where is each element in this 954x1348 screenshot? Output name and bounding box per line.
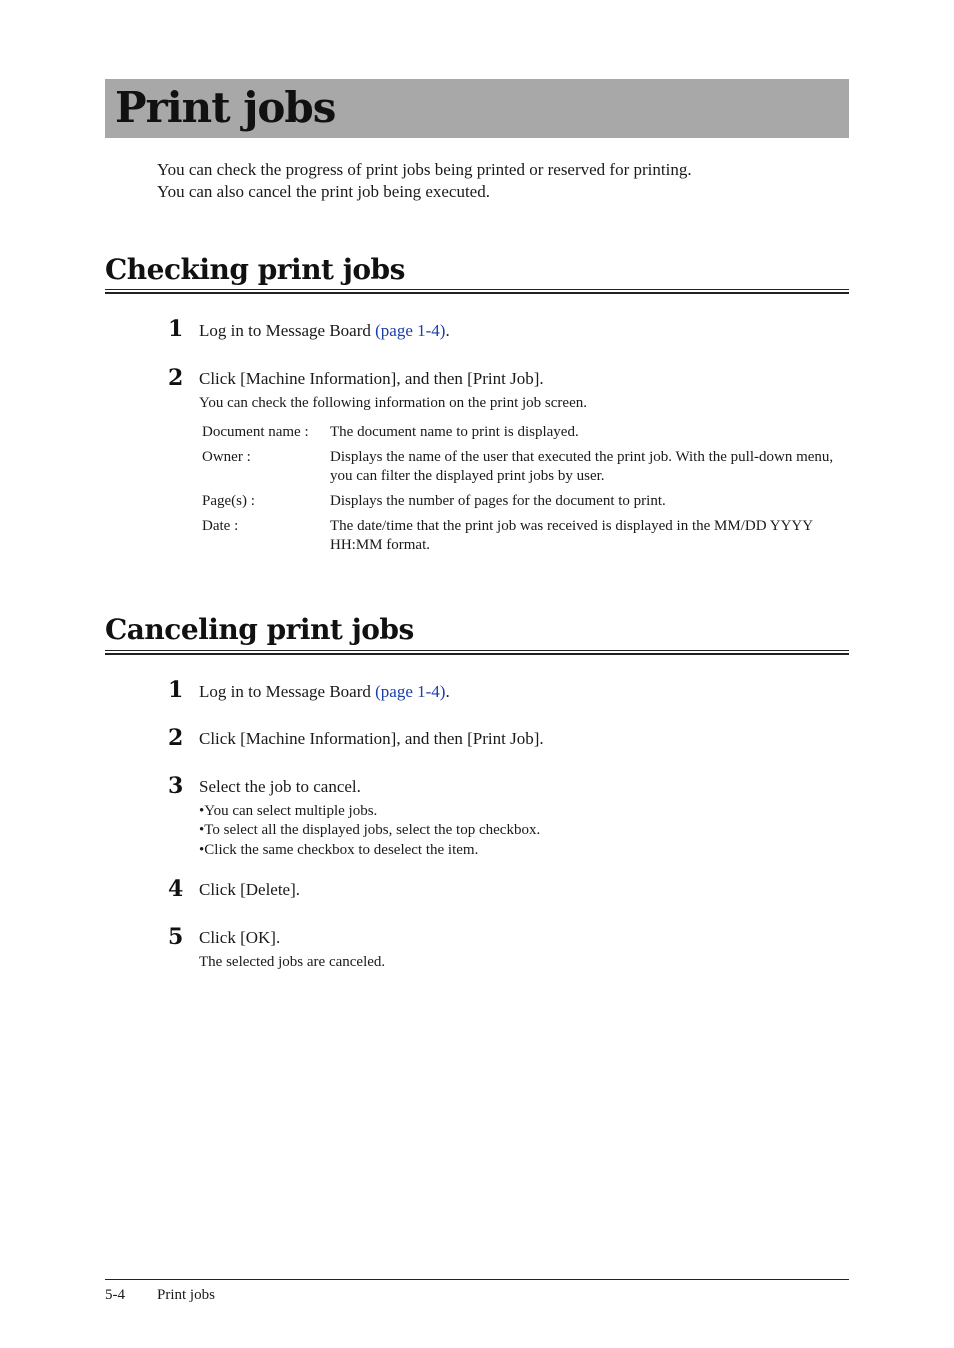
title-bar [105, 79, 849, 138]
page-title: Print jobs [115, 83, 336, 132]
step-number: 2 [168, 365, 184, 391]
intro-line: You can also cancel the print job being executed. [157, 182, 490, 201]
definition-desc: The date/time that the print job was received is displayed in the MM/DD YYYY HH:MM format. [330, 518, 813, 553]
step-number: 2 [168, 725, 184, 751]
step-number: 4 [168, 876, 184, 902]
footer-rule [105, 1279, 849, 1280]
step-note: You can check the following information on the print job screen. [199, 395, 587, 411]
step-text: Select the job to cancel. [199, 777, 361, 796]
step-text [199, 681, 450, 703]
section-heading-canceling: Canceling print jobs [105, 613, 414, 646]
intro-paragraph [157, 159, 837, 203]
definition-desc: The document name to print is displayed. [330, 424, 579, 440]
bullet-item: •Click the same checkbox to deselect the item. [199, 842, 479, 858]
step-number: 5 [168, 924, 184, 950]
definition-term: Date : [202, 518, 239, 534]
step-number: 1 [168, 677, 184, 703]
section-heading-checking: Checking print jobs [105, 253, 405, 286]
intro-line: You can check the progress of print jobs being printed or reserved for printing. [157, 160, 692, 179]
step-text-label: Log in to Message Board [199, 321, 376, 340]
step-note: The selected jobs are canceled. [199, 954, 386, 970]
step-text: Click [OK]. [199, 928, 281, 947]
bullet-item: •You can select multiple jobs. [199, 803, 378, 819]
page-link[interactable]: (page 1-4) [375, 321, 446, 340]
bullet-text: You can select multiple jobs. [204, 803, 378, 819]
step-text: Click [Machine Information], and then [Print Job]. [199, 369, 544, 388]
step-text-suffix: . [445, 321, 450, 340]
step-text [199, 320, 450, 342]
step-number: 3 [168, 773, 184, 799]
footer-title: Print jobs [157, 1287, 215, 1303]
definition-term: Page(s) : [202, 493, 255, 509]
definition-desc: Displays the name of the user that executed the print job. With the pull-down menu, you can filter the displayed print jobs by user. [330, 449, 834, 484]
section-rule [105, 650, 849, 655]
definition-desc: Displays the number of pages for the document to print. [330, 493, 666, 509]
definition-term: Document name : [202, 424, 309, 440]
bullet-text: Click the same checkbox to deselect the item. [204, 842, 479, 858]
step-number: 1 [168, 316, 184, 342]
page-link[interactable]: (page 1-4) [375, 682, 446, 701]
bullet-text: To select all the displayed jobs, select the top checkbox. [204, 822, 541, 838]
definition-term: Owner : [202, 449, 251, 465]
step-text: Click [Machine Information], and then [Print Job]. [199, 729, 544, 748]
step-text-suffix: . [445, 682, 450, 701]
section-rule [105, 289, 849, 294]
step-text-label: Log in to Message Board [199, 682, 376, 701]
footer-page-number: 5-4 [105, 1287, 125, 1303]
step-text: Click [Delete]. [199, 880, 301, 899]
bullet-item: •To select all the displayed jobs, select the top checkbox. [199, 822, 541, 838]
